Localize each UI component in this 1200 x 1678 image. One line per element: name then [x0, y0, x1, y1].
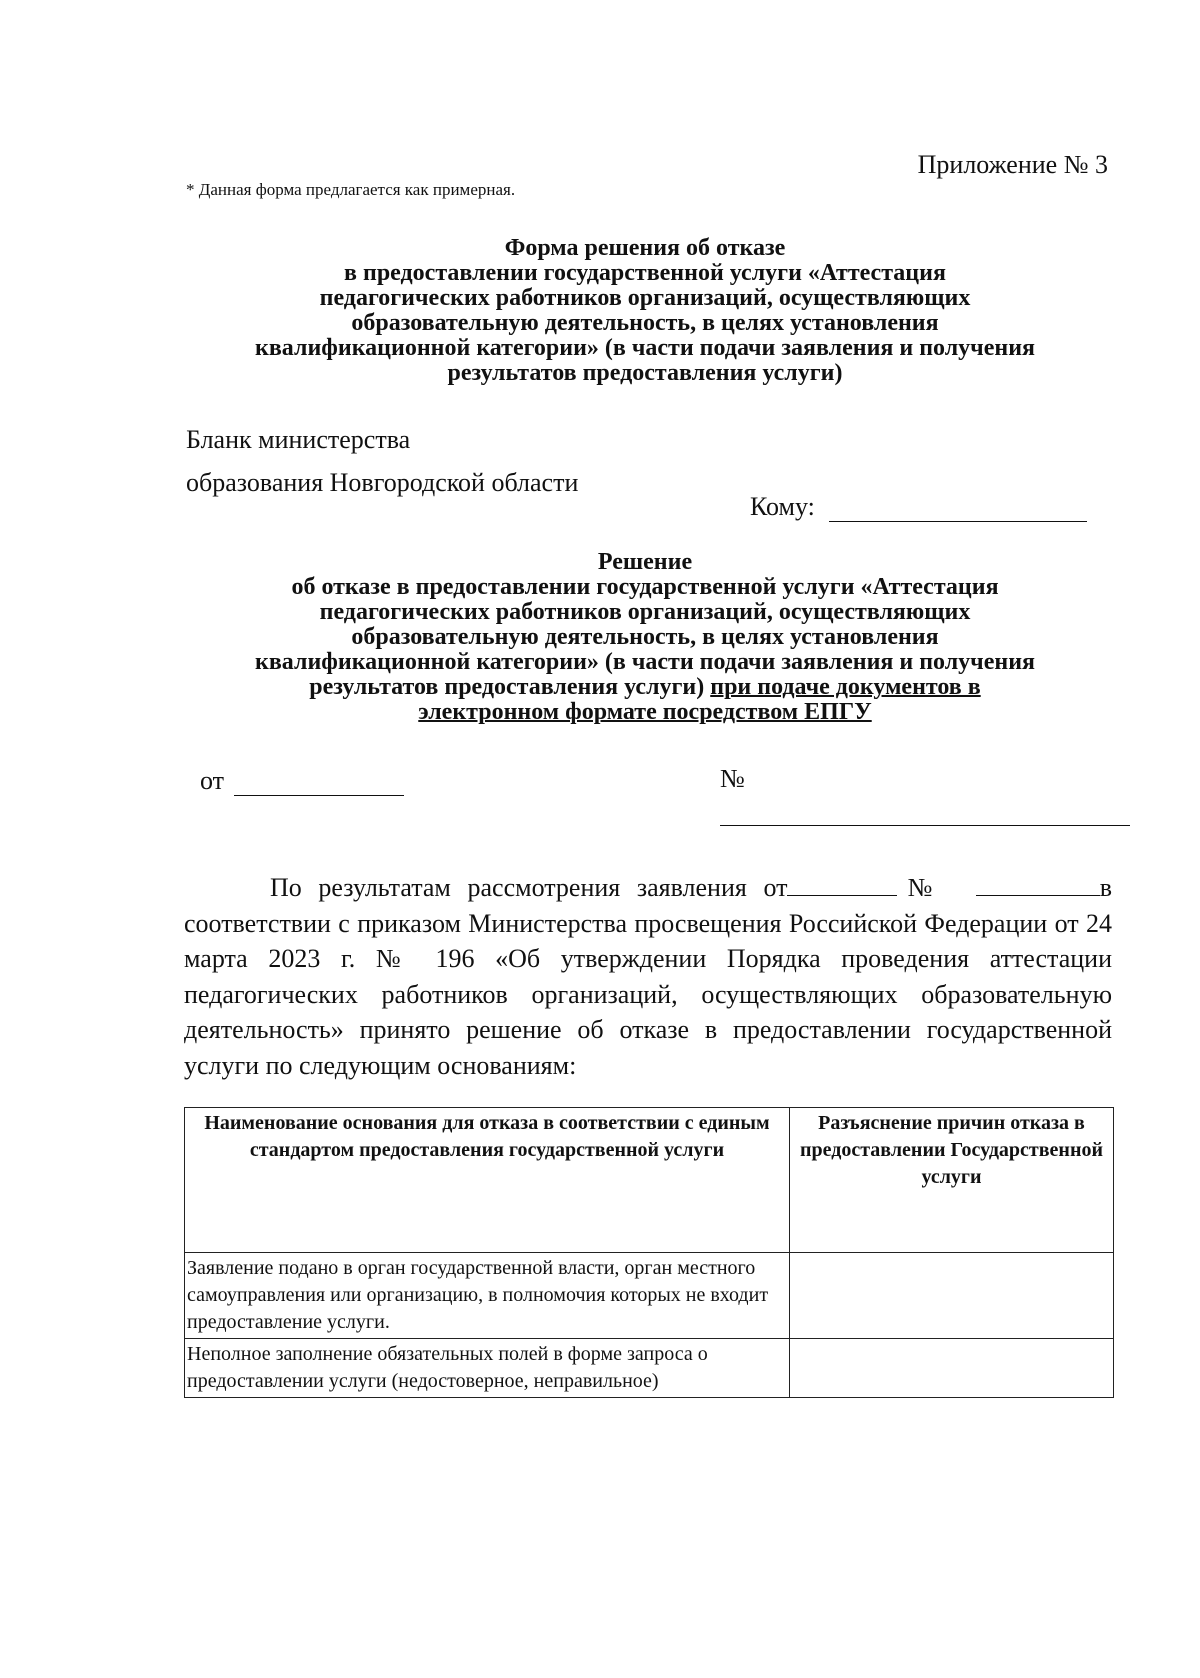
recipient-label: Кому:: [750, 492, 815, 521]
form-title-line: в предоставлении государственной услуги «Аттестация: [344, 260, 946, 286]
ministry-letterhead: [186, 418, 578, 504]
decision-title-line: [180, 675, 1110, 700]
sample-form-note: * Данная форма предлагается как примерная.: [186, 180, 516, 199]
decision-title: [180, 550, 1110, 725]
decision-title-line: образовательную деятельность, в целях установления: [351, 624, 939, 650]
form-title-line: образовательную деятельность, в целях установления: [351, 310, 939, 336]
decision-heading: Решение: [597, 549, 693, 575]
explanation-cell: [790, 1339, 1114, 1398]
explanation-cell: [790, 1253, 1114, 1339]
form-title: [180, 236, 1110, 386]
table-header-row: [185, 1108, 1114, 1253]
recipient-blank-line: [829, 499, 1087, 522]
body-text-part: По результатам рассмотрения заявления от: [270, 873, 788, 902]
decision-date-field: [200, 766, 404, 796]
date-from-label: от: [200, 766, 225, 795]
body-paragraph: [184, 870, 1112, 1083]
decision-title-line: педагогических работников организаций, осуществляющих: [319, 599, 971, 625]
application-date-blank: [787, 873, 897, 896]
decision-title-underlined: при подаче документов в: [710, 674, 981, 700]
decision-title-plain: результатов предоставления услуги): [309, 674, 705, 700]
body-text-part: №: [897, 873, 943, 902]
letterhead-line: образования Новгородской области: [186, 468, 579, 497]
body-text-part: в: [1099, 873, 1112, 902]
table-header-cell: Наименование основания для отказа в соответствии с единым стандартом предоставления государственной услуги: [185, 1108, 790, 1253]
form-title-line: результатов предоставления услуги): [447, 360, 843, 386]
decision-body: [184, 870, 1112, 1083]
reason-cell: Неполное заполнение обязательных полей в форме запроса о предоставлении услуги (недостоверное, неправильное): [185, 1339, 790, 1398]
decision-title-underlined: электронном формате посредством ЕПГУ: [418, 699, 872, 725]
table-header-cell: Разъяснение причин отказа в предоставлении Государственной услуги: [790, 1108, 1114, 1253]
form-title-line: Форма решения об отказе: [504, 235, 786, 261]
table-row: [185, 1339, 1114, 1398]
reason-cell: Заявление подано в орган государственной власти, орган местного самоуправления или организацию, в полномочия которых не входит предоставление услуги.: [185, 1253, 790, 1339]
decision-title-line: об отказе в предоставлении государственной услуги «Аттестация: [291, 574, 999, 600]
date-blank-line: [234, 773, 404, 796]
table-row: [185, 1253, 1114, 1339]
form-title-line: педагогических работников организаций, осуществляющих: [319, 285, 971, 311]
decision-number-label: №: [720, 764, 745, 793]
appendix-label: Приложение № 3: [917, 150, 1108, 179]
body-text-rest: соответствии с приказом Министерства просвещения Российской Федерации от 24 марта 2023 г. № 196 «Об утверждении Порядка проведения аттестации педагогических работников организаций, осуществляющих образовательную деятельность» принято решение об отказе в предоставлении государственной услуги по следующим основаниям:: [184, 908, 1112, 1080]
letterhead-line: Бланк министерства: [186, 425, 411, 454]
form-title-line: квалификационной категории» (в части подачи заявления и получения: [254, 335, 1036, 361]
refusal-reasons-table: [184, 1107, 1114, 1398]
application-number-blank: [976, 873, 1100, 896]
recipient-field: [750, 492, 1087, 522]
decision-number-blank-line: [720, 825, 1130, 826]
decision-title-line: квалификационной категории» (в части подачи заявления и получения: [254, 649, 1036, 675]
